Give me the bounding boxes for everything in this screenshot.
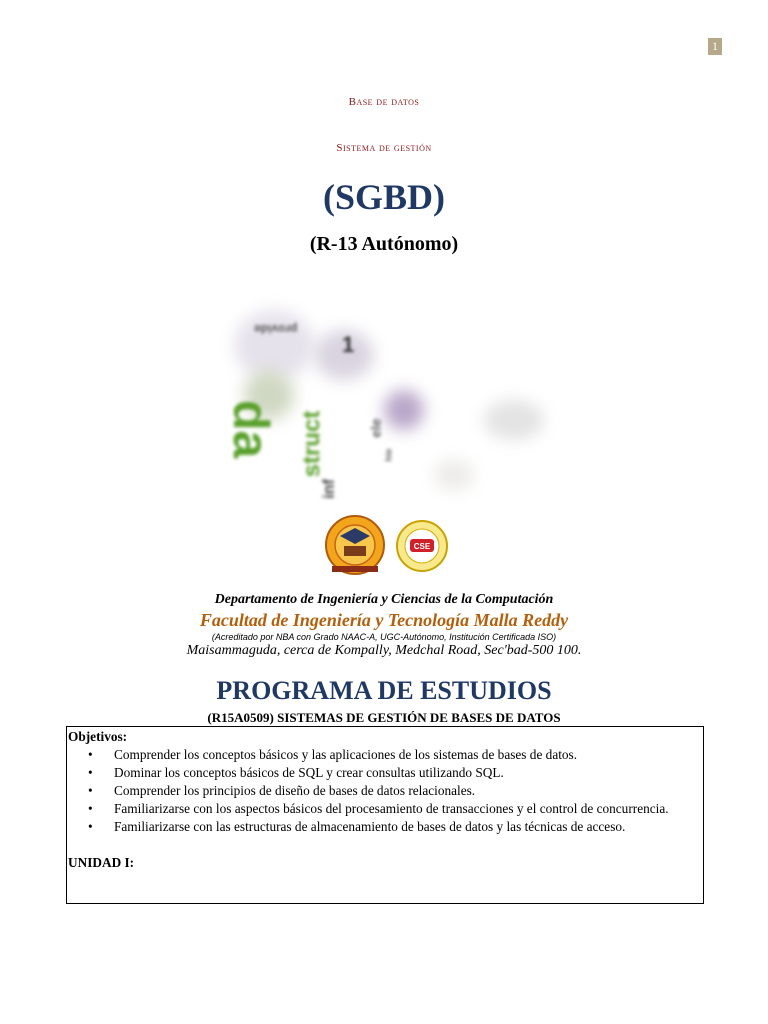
objective-item: • Dominar los conceptos básicos de SQL y crear consultas utilizando SQL. [88,765,504,780]
college-logos [322,512,452,578]
acronym-title: (SGBD) [322,177,445,217]
objective-item: • Familiarizarse con las estructuras de almacenamiento de bases de datos y las técnicas de acceso. [88,819,626,834]
syllabus-title: PROGRAMA DE ESTUDIOS [216,676,552,705]
department-name: Departamento de Ingeniería y Ciencias de la Computación [214,592,554,607]
objective-item: • Comprender los conceptos básicos y las aplicaciones de los sistemas de bases de datos. [88,747,578,762]
college-name: Facultad de Ingeniería y Tecnología Malla Reddy [199,610,569,630]
objectives-heading: Objetivos: [68,729,128,744]
accreditation-note: (Acreditado por NBA con Grado NAAC-A, UGC-Autónomo, Institución Certificada ISO) [211,632,557,642]
bullet-icon: • [88,801,93,816]
bullet-icon: • [88,783,93,798]
course-title: (R15A0509) SISTEMAS DE GESTIÓN DE BASES DE DATOS [207,710,561,725]
bullet-icon: • [88,747,93,762]
unit-heading: UNIDAD I: [68,855,135,870]
header-line-1: Base de datos [348,96,420,108]
objective-item: • Familiarizarse con los aspectos básicos del procesamiento de transacciones y el control de concurrencia. [88,801,669,816]
header-line-2: Sistema de gestión [336,142,432,154]
college-address: Maisammaguda, cerca de Kompally, Medchal Road, Sec'bad-500 100. [186,643,582,658]
cse-seal-label: CSE [413,542,431,551]
cover-word-cloud-image: provide 1 da struct inf ele hie [234,290,566,500]
objectives-box [66,726,704,904]
bullet-icon: • [88,819,93,834]
cse-department-seal-icon [397,521,447,571]
regulation-subtitle: (R-13 Autónomo) [309,233,459,255]
college-emblem-icon [326,516,384,574]
objective-item: • Comprender los principios de diseño de bases de datos relacionales. [88,783,476,798]
page-number-badge: 1 [708,38,722,55]
bullet-icon: • [88,765,93,780]
